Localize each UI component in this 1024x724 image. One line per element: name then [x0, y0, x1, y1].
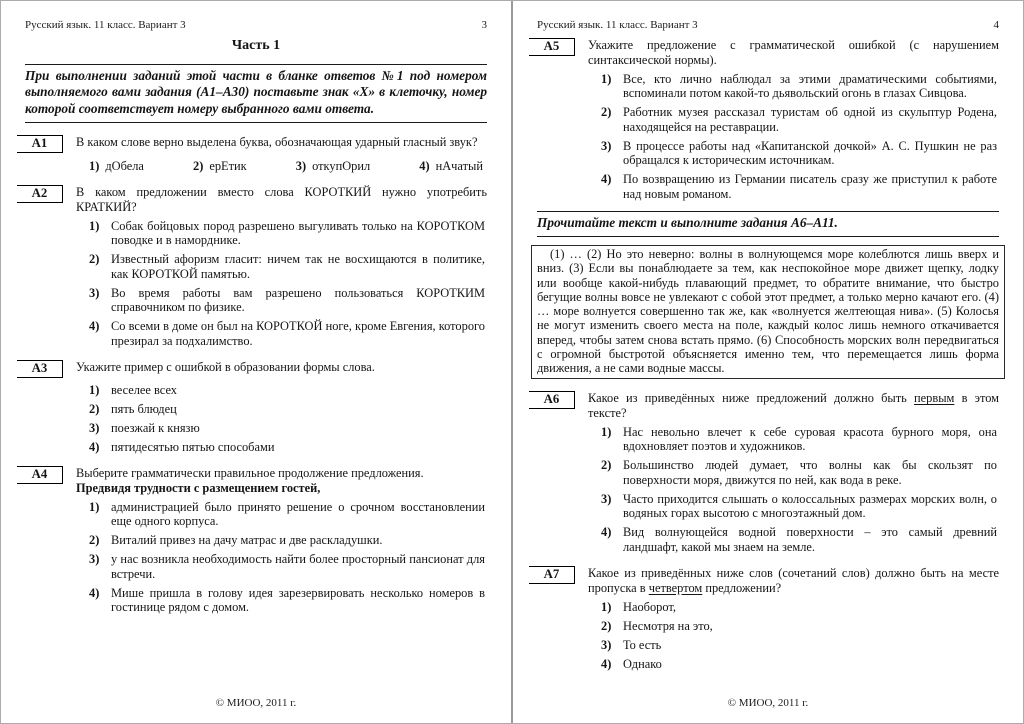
option-number: 4) — [89, 319, 100, 334]
page-header — [537, 19, 999, 31]
option-number: 4) — [601, 172, 612, 186]
option-number: 1) — [89, 382, 100, 397]
option-text: Все, кто лично наблюдал за этими драматическими событиями, вспоминали потом какой-то дьявольский огонь в глазах Сивцова. — [623, 71, 997, 100]
answer-option — [89, 552, 487, 581]
option-text: Виталий привез на дачу матрас и две раскладушки. — [111, 533, 383, 548]
task-question — [76, 360, 487, 375]
option-text: В процессе работы над «Капитанской дочкой» А. С. Пушкин не раз обращался к историческим источникам. — [623, 138, 997, 167]
answer-option — [601, 458, 999, 487]
page-header — [25, 19, 487, 31]
page-body — [537, 38, 999, 671]
question-segment: Какое из приведённых ниже слов (сочетаний слов) должно быть на месте пропуска в — [588, 566, 999, 595]
option-number: 4) — [601, 656, 612, 671]
option-text: администрацией было принято решение о срочном восстановлении еще одного корпуса. — [111, 499, 485, 529]
option-number: 3) — [89, 420, 100, 435]
option-number: 3) — [89, 285, 100, 300]
answer-option — [89, 421, 487, 436]
task-options — [537, 600, 999, 672]
part-title: Часть 1 — [231, 38, 281, 53]
copyright: © МИОО, 2011 г. — [727, 697, 809, 709]
task-options — [25, 383, 487, 455]
option-text: Известный афоризм гласит: ничем так не восхищаются в политике, как КОРОТКОЙ памятью. — [111, 252, 485, 281]
answer-option — [601, 619, 999, 634]
option-text: Нас невольно влечет к себе суровая красота бурного моря, она вдохновляет поэтов и художников. — [623, 424, 997, 454]
option-number: 1) — [89, 158, 100, 173]
option-text: поезжай к князю — [111, 420, 200, 435]
option-number: 1) — [601, 424, 612, 439]
option-number: 3) — [601, 637, 612, 652]
option-number: 4) — [419, 158, 430, 173]
task-question — [76, 135, 487, 150]
answer-option — [89, 383, 487, 398]
task-a2 — [25, 185, 487, 348]
question-segment: Предвидя трудности с размещением гостей, — [76, 480, 321, 495]
document-title: Русский язык. 11 класс. Вариант 3 — [537, 19, 698, 31]
task-options — [25, 500, 487, 615]
option-number: 3) — [295, 158, 307, 173]
option-text: Со всеми в доме он был на КОРОТКОЙ ноге, кроме Евгения, которого презирал за подхалимство. — [111, 319, 485, 348]
option-text: Во время работы вам разрешено пользоваться КОРОТКИМ справочником по физике. — [111, 285, 485, 315]
task-question — [76, 185, 487, 214]
question-segment: Укажите пример с ошибкой в образовании формы слова. — [76, 360, 375, 375]
task-number: А2 — [17, 185, 63, 203]
option-text: пять блюдец — [111, 401, 177, 416]
task-number: А7 — [529, 566, 575, 584]
answer-option — [601, 638, 999, 653]
answer-option — [89, 440, 487, 455]
task-options — [89, 159, 483, 174]
option-text: ерЕтик — [209, 158, 247, 173]
question-segment: Выберите грамматически правильное продолжение предложения. — [76, 466, 424, 481]
option-number: 1) — [601, 599, 612, 614]
answer-option — [601, 525, 999, 554]
answer-option — [601, 105, 999, 134]
option-number: 2) — [601, 105, 612, 119]
task-number: А3 — [17, 360, 63, 378]
option-number: 2) — [601, 458, 612, 473]
answer-option — [89, 159, 144, 174]
option-number: 3) — [601, 138, 612, 153]
question-segment: в этом тексте? — [588, 391, 999, 420]
answer-option — [419, 159, 483, 174]
question-segment: первым — [914, 391, 955, 406]
answer-option — [193, 159, 247, 174]
answer-option — [296, 159, 370, 174]
task-a4 — [25, 466, 487, 615]
option-number: 1) — [89, 499, 100, 514]
option-text: у нас возникла необходимость найти более просторный пансионат для встречи. — [111, 552, 485, 581]
option-number: 2) — [89, 401, 100, 416]
option-text: пятидесятью пятью способами — [111, 439, 275, 454]
option-number: 1) — [601, 71, 612, 86]
task-question — [76, 466, 487, 495]
task-head — [25, 360, 487, 378]
task-head — [537, 566, 999, 595]
answer-option — [601, 425, 999, 454]
task-number: А6 — [529, 391, 575, 409]
page-number: 4 — [993, 19, 999, 31]
exam-page-right — [513, 1, 1023, 723]
option-text: Большинство людей думает, что волны как бы скользят по поверхности моря, движутся по ней, как вода в реке. — [623, 458, 997, 487]
option-number: 2) — [193, 158, 204, 173]
answer-option — [89, 586, 487, 615]
task-number: А5 — [529, 38, 575, 56]
task-options — [537, 425, 999, 555]
task-head — [25, 185, 487, 214]
task-question — [588, 566, 999, 595]
answer-option — [89, 402, 487, 417]
page-number: 3 — [481, 19, 487, 31]
question-segment: Укажите предложение с грамматической ошибкой (с нарушением синтаксической нормы). — [588, 38, 999, 67]
answer-option — [89, 252, 487, 281]
option-text: Работник музея рассказал туристам об одной из скульптур Родена, находящейся на реставрации. — [623, 105, 997, 134]
task-question — [588, 38, 999, 67]
option-text: По возвращению из Германии писатель сразу же приступил к работе над новым романом. — [623, 172, 997, 201]
answer-option — [89, 500, 487, 529]
answer-option — [89, 219, 487, 248]
answer-option — [89, 533, 487, 548]
option-number: 1) — [89, 218, 100, 233]
option-number: 2) — [601, 618, 612, 633]
question-segment: четвертом — [648, 580, 703, 595]
task-a7 — [537, 566, 999, 671]
question-segment: Какое из приведённых ниже предложений должно быть — [588, 391, 915, 406]
answer-option — [89, 286, 487, 315]
task-a3 — [25, 360, 487, 454]
page-body — [25, 38, 487, 615]
option-number: 4) — [89, 439, 100, 454]
question-segment: В каком предложении вместо слова КОРОТКИЙ нужно употребить КРАТКИЙ? — [76, 185, 487, 214]
question-segment: предложении? — [702, 580, 782, 595]
task-a1 — [25, 135, 487, 173]
option-text: Однако — [623, 656, 662, 671]
answer-option — [89, 319, 487, 348]
option-number: 2) — [89, 533, 100, 548]
option-text: дОбела — [105, 158, 144, 173]
task-a5 — [537, 38, 999, 201]
option-text: нАчатый — [435, 158, 483, 173]
option-text: Часто приходится слышать о колоссальных размерах морских волн, о водяных горах высотою с многоэтажный дом. — [623, 491, 997, 521]
option-text: откупОрил — [312, 158, 371, 173]
answer-option — [601, 600, 999, 615]
option-number: 4) — [89, 585, 100, 600]
document-title: Русский язык. 11 класс. Вариант 3 — [25, 19, 186, 31]
section-instruction: Прочитайте текст и выполните задания А6–А11. — [537, 211, 999, 237]
exam-page-left — [1, 1, 511, 723]
task-a6 — [537, 391, 999, 554]
option-text: веселее всех — [111, 382, 177, 397]
task-head — [25, 466, 487, 495]
section-instruction: При выполнении заданий этой части в бланке ответов №1 под номером выполняемого вами задания (А1–А30) поставьте знак «Х» в клеточку, номер которой соответствует номеру выбранного вами ответа. — [25, 64, 487, 122]
task-head — [537, 38, 999, 67]
task-number: А1 — [17, 135, 63, 153]
answer-option — [601, 172, 999, 201]
task-head — [537, 391, 999, 420]
task-options — [25, 219, 487, 349]
copyright: © МИОО, 2011 г. — [215, 697, 297, 709]
option-text: Мише пришла в голову идея зарезервировать несколько номеров в гостинице рядом с домом. — [111, 585, 485, 615]
option-text: Наоборот, — [623, 599, 676, 614]
option-text: Несмотря на это, — [623, 618, 713, 633]
task-options — [537, 72, 999, 202]
question-segment: В каком слове верно выделена буква, обозначающая ударный гласный звук? — [76, 134, 478, 149]
task-number: А4 — [17, 466, 63, 484]
answer-option — [601, 492, 999, 521]
option-number: 3) — [89, 552, 100, 567]
answer-option — [601, 139, 999, 168]
task-head — [25, 135, 487, 153]
task-question — [588, 391, 999, 420]
option-number: 3) — [601, 491, 612, 506]
option-text: Собак бойцовых пород разрешено выгуливать только на КОРОТКОМ поводке и в наморднике. — [111, 218, 485, 248]
answer-option — [601, 657, 999, 672]
option-text: Вид волнующейся водной поверхности – это самый древний ландшафт, какой мы знаем на земле. — [623, 525, 997, 554]
answer-option — [601, 72, 999, 101]
option-text: То есть — [623, 637, 662, 652]
option-number: 4) — [601, 525, 612, 540]
option-number: 2) — [89, 252, 100, 267]
reading-text: (1) … (2) Но это неверно: волны в волнующемся море колеблются лишь вверх и вниз. (3) Если вы понаблюдаете за тем, как неспокойное море движет щепку, лодку или вообще какой-нибудь плавающий предмет, то обратите внимание, что быстро бегущие волны вовсе не увлекают с собой этот предмет, а только мерно качают его. (4) … море волнуется совершенно так же, как «волнуется желтеющая нива». (5) Колосья не могут изменить своего места на поле, каждый колос лишь немного откачивается вперед, чтобы затем снова встать прямо. (6) Способность морских волн передвигаться с огромной быстротой объясняется именно тем, что перемещается лишь форма движения, а не сами водные массы. — [531, 245, 1005, 379]
